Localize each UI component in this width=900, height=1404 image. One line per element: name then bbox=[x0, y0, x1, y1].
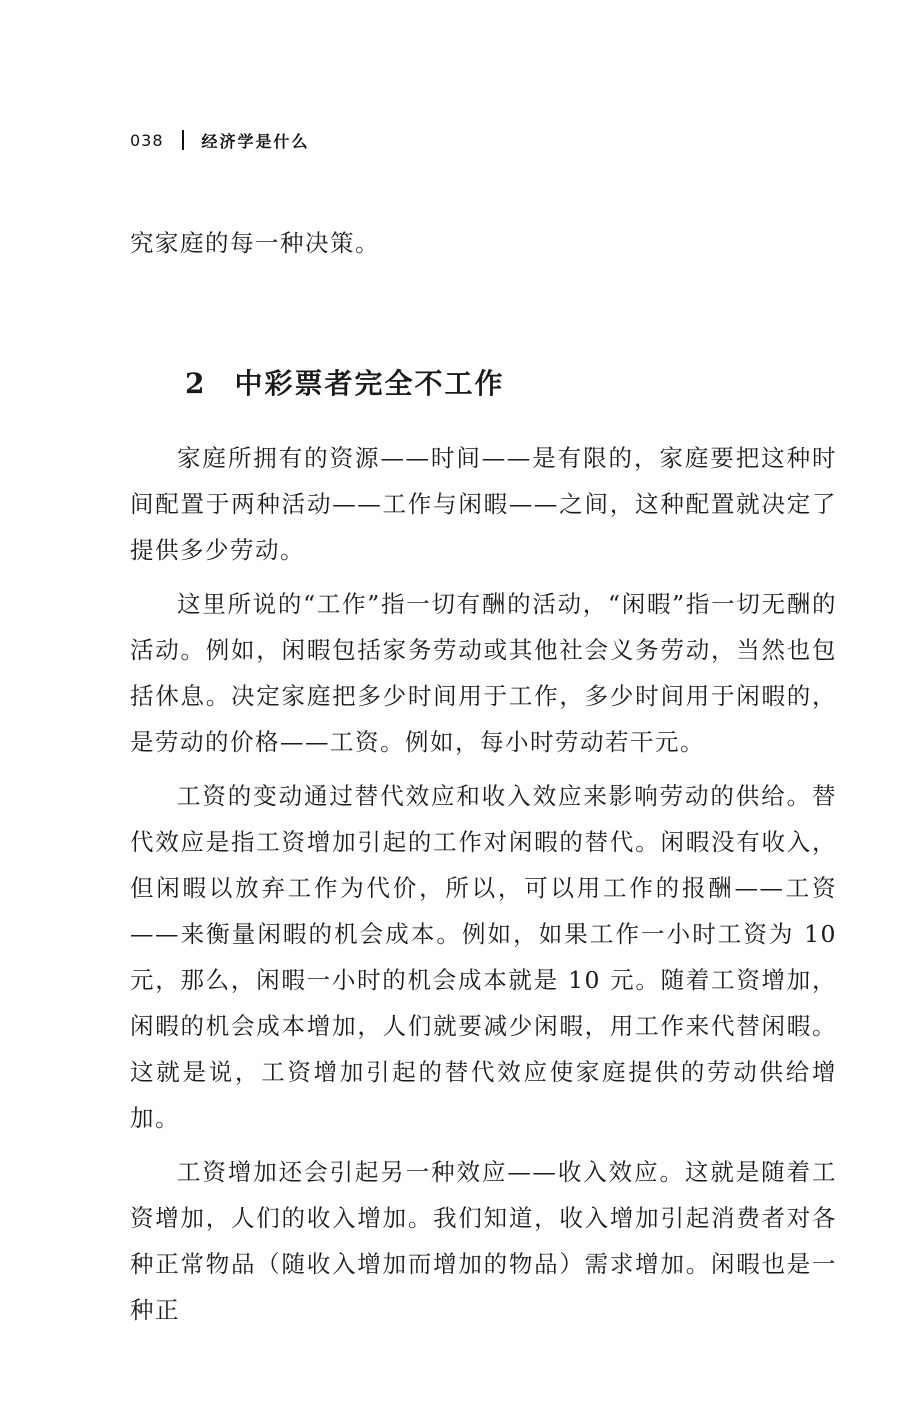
header-divider bbox=[182, 130, 184, 150]
paragraph: 家庭所拥有的资源——时间——是有限的，家庭要把这种时间配置于两种活动——工作与闲暇——之间，这种配置就决定了提供多少劳动。 bbox=[130, 444, 837, 564]
body-paragraphs bbox=[130, 435, 837, 1341]
paragraph: 这里所说的“工作”指一切有酬的活动，“闲暇”指一切无酬的活动。例如，闲暇包括家务劳动或其他社会义务劳动，当然也包括休息。决定家庭把多少时间用于工作，多少时间用于闲暇的，是劳动的价格——工资。例如，每小时劳动若干元。 bbox=[130, 590, 837, 756]
carry-over-text: 究家庭的每一种决策。 bbox=[130, 229, 380, 257]
running-header bbox=[130, 128, 310, 152]
paragraph: 工资的变动通过替代效应和收入效应来影响劳动的供给。替代效应是指工资增加引起的工作对闲暇的替代。闲暇没有收入，但闲暇以放弃工作为代价，所以，可以用工作的报酬——工资——来衡量闲暇的机会成本。例如，如果工作一小时工资为 10 元，那么，闲暇一小时的机会成本就是 10 元。随着工资增加，闲暇的机会成本增加，人们就要减少闲暇，用工作来代替闲暇。这就是说，工资增加引起的替代效应使家庭提供的劳动供给增加。 bbox=[130, 782, 837, 1132]
section-title: 中彩票者完全不工作 bbox=[234, 367, 505, 400]
book-title: 经济学是什么 bbox=[201, 131, 310, 151]
section-number: 2 bbox=[185, 367, 207, 400]
page-number: 038 bbox=[130, 130, 164, 150]
section-heading bbox=[185, 364, 505, 404]
paragraph: 工资增加还会引起另一种效应——收入效应。这就是随着工资增加，人们的收入增加。我们知道，收入增加引起消费者对各种正常物品（随收入增加而增加的物品）需求增加。闲暇也是一种正 bbox=[130, 1158, 837, 1324]
